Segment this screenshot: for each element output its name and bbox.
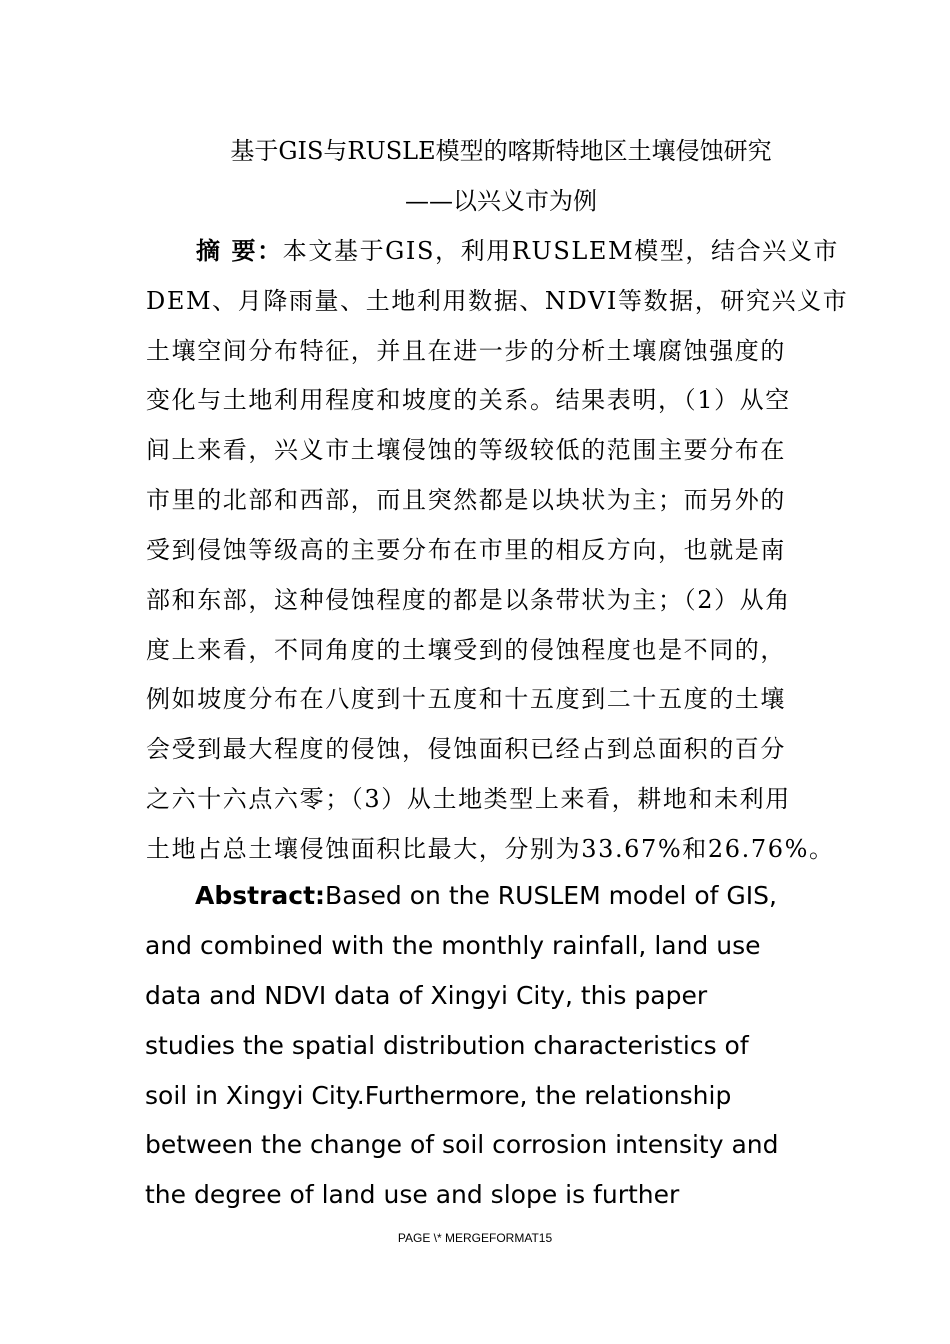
- abstract-en-line: and combined with the monthly rainfall, land use: [145, 931, 761, 960]
- abstract-cn-label: 摘 要：: [196, 236, 283, 265]
- abstract-en-line: Abstract:Based on the RUSLEM model of GIS,: [195, 881, 777, 910]
- abstract-cn-line: 之六十六点六零；（3）从土地类型上来看，耕地和未利用: [146, 785, 791, 813]
- paper-subtitle: ——以兴义市为例: [405, 187, 597, 215]
- abstract-cn-line: DEM、月降雨量、土地利用数据、NDVI等数据，研究兴义市: [146, 287, 849, 315]
- abstract-cn-line: 例如坡度分布在八度到十五度和十五度到二十五度的土壤: [146, 685, 786, 713]
- abstract-cn-line: 土壤空间分布特征，并且在进一步的分析土壤腐蚀强度的: [146, 337, 786, 365]
- abstract-cn-line: 间上来看，兴义市土壤侵蚀的等级较低的范围主要分布在: [146, 436, 786, 464]
- abstract-cn-line: 土地占总土壤侵蚀面积比最大，分别为33.67%和26.76%。: [146, 835, 835, 863]
- abstract-en-label: Abstract:: [195, 881, 326, 910]
- abstract-en-line: between the change of soil corrosion intensity and: [145, 1130, 779, 1159]
- abstract-en-line: soil in Xingyi City.Furthermore, the relationship: [145, 1081, 732, 1110]
- abstract-en-line: data and NDVI data of Xingyi City, this paper: [145, 981, 708, 1010]
- abstract-cn-line: 部和东部，这种侵蚀程度的都是以条带状为主；（2）从角: [146, 586, 791, 614]
- abstract-en-line: studies the spatial distribution characteristics of: [145, 1031, 749, 1060]
- abstract-cn-line: 受到侵蚀等级高的主要分布在市里的相反方向，也就是南: [146, 536, 786, 564]
- abstract-cn-line: 市里的北部和西部，而且突然都是以块状为主；而另外的: [146, 486, 786, 514]
- abstract-cn-line: 度上来看，不同角度的土壤受到的侵蚀程度也是不同的，: [146, 636, 786, 664]
- abstract-cn-line: 变化与土地利用程度和坡度的关系。结果表明，（1）从空: [146, 386, 791, 414]
- abstract-cn-line: 会受到最大程度的侵蚀，侵蚀面积已经占到总面积的百分: [146, 735, 786, 763]
- page-footer-field: PAGE \* MERGEFORMAT15: [397, 1231, 553, 1245]
- abstract-en-line: the degree of land use and slope is further: [145, 1180, 680, 1209]
- paper-title: 基于GIS与RUSLE模型的喀斯特地区土壤侵蚀研究: [230, 137, 772, 165]
- abstract-cn-line: 摘 要：本文基于GIS，利用RUSLEM模型，结合兴义市: [196, 236, 840, 265]
